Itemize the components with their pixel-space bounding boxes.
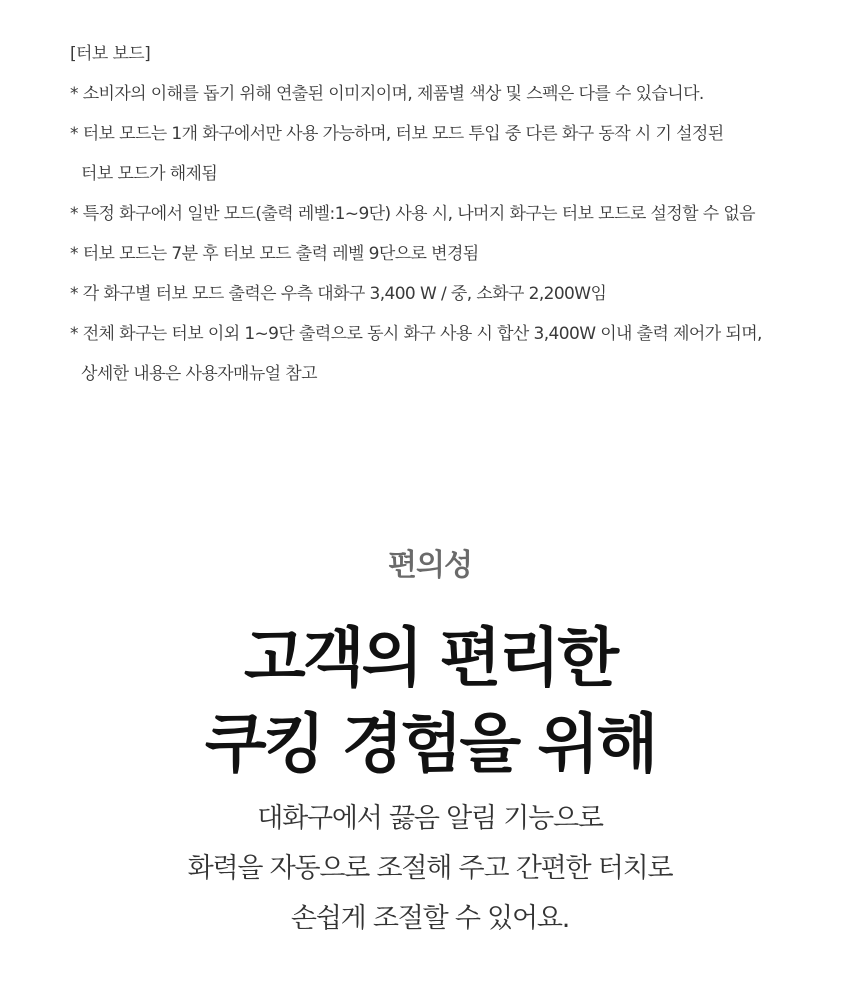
description-line: 화력을 자동으로 조절해 주고 간편한 터치로: [187, 853, 673, 884]
section-description: [0, 794, 860, 944]
note-line: * 터보 모드는 7분 후 터보 모드 출력 레벨 9단으로 변경됨: [70, 244, 479, 264]
note-line: * 전체 화구는 터보 이외 1~9단 출력으로 동시 화구 사용 시 합산 3,400W 이내 출력 제어가 되며,: [70, 324, 762, 344]
notes-heading: [터보 보드]: [70, 44, 151, 64]
note-line: * 터보 모드는 1개 화구에서만 사용 가능하며, 터보 모드 투입 중 다른 화구 동작 시 기 설정된: [70, 124, 724, 144]
note-line-continued: 터보 모드가 해제됨: [81, 164, 218, 184]
note-line: * 특정 화구에서 일반 모드(출력 레벨:1~9단) 사용 시, 나머지 화구는 터보 모드로 설정할 수 없음: [70, 204, 755, 224]
convenience-section: [0, 540, 860, 944]
note-line: * 소비자의 이해를 돕기 위해 연출된 이미지이며, 제품별 색상 및 스펙은 다를 수 있습니다.: [70, 84, 704, 104]
section-headline: [0, 616, 860, 788]
description-line: 대화구에서 끓음 알림 기능으로: [257, 803, 603, 834]
headline-line: 고객의 편리한: [243, 622, 617, 696]
headline-line: 쿠킹 경험을 위해: [204, 708, 656, 782]
section-eyebrow: 편의성: [388, 548, 472, 583]
note-line: * 각 화구별 터보 모드 출력은 우측 대화구 3,400 W / 중, 소화구 2,200W임: [70, 284, 607, 304]
description-line: 손쉽게 조절할 수 있어요.: [290, 903, 570, 934]
note-line-continued: 상세한 내용은 사용자매뉴얼 참고: [81, 364, 317, 384]
disclaimer-notes: [70, 40, 810, 400]
